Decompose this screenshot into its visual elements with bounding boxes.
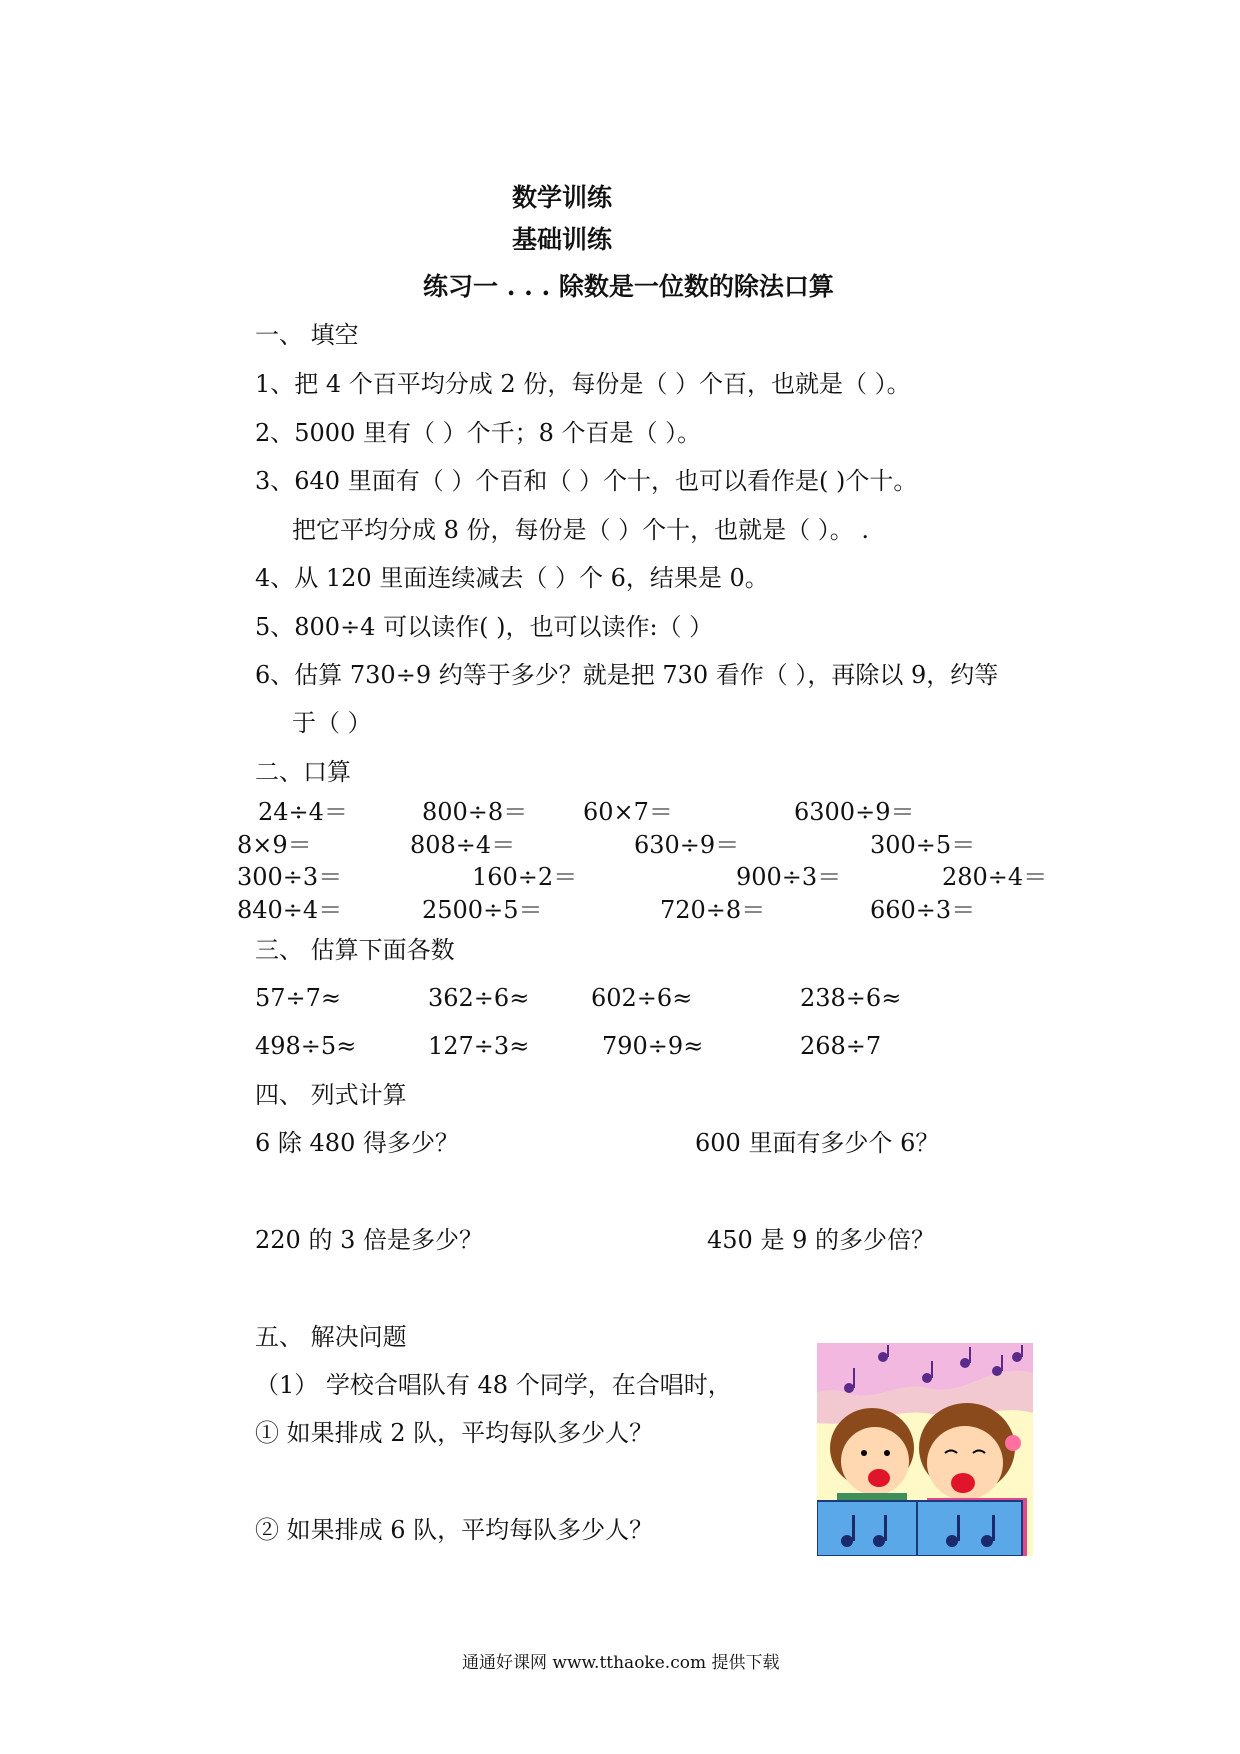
fill-question-3: 3、640 里面有（ ）个百和（ ）个十，也可以看作是( )个十。 [255,467,918,495]
section3-heading: 三、 估算下面各数 [255,936,455,964]
estimate-item: 790÷9≈ [602,1032,704,1060]
mental-math-item: 60×7＝ [583,798,673,826]
mental-math-item: 2500÷5＝ [422,896,543,924]
fill-question-6-cont: 于（ ） [292,709,372,737]
problem-sub-2: ② 如果排成 6 队，平均每队多少人？ [255,1516,654,1544]
mental-math-item: 900÷3＝ [736,863,842,891]
lesson-title: 练习一 . . . 除数是一位数的除法口算 [423,272,834,301]
estimate-item: 268÷7 [800,1032,882,1060]
problem-sub-1: ① 如果排成 2 队，平均每队多少人？ [255,1419,654,1447]
mental-math-item: 720÷8＝ [660,896,766,924]
choir-children-illustration [817,1343,1033,1556]
section5-heading: 五、 解决问题 [255,1323,407,1351]
fill-question-5: 5、800÷4 可以读作( )，也可以读作:（ ） [255,613,714,641]
fill-question-6: 6、估算 730÷9 约等于多少？就是把 730 看作（ ），再除以 9，约等 [255,661,999,689]
footer-text: 通通好课网 www.tthaoke.com 提供下载 [462,1653,780,1673]
estimate-item: 57÷7≈ [255,984,342,1012]
problem-statement: （1） 学校合唱队有 48 个同学，在合唱时， [255,1371,732,1399]
fill-question-4: 4、从 120 里面连续减去（ ）个 6，结果是 0。 [255,564,769,592]
mental-math-item: 160÷2＝ [472,863,578,891]
mental-math-item: 280÷4＝ [942,863,1048,891]
estimate-item: 362÷6≈ [428,984,530,1012]
estimate-item: 127÷3≈ [428,1032,530,1060]
mental-math-item: 8×9＝ [237,831,312,859]
calc-question: 6 除 480 得多少？ [255,1129,459,1157]
estimate-item: 498÷5≈ [255,1032,357,1060]
mental-math-item: 808÷4＝ [410,831,516,859]
calc-question: 600 里面有多少个 6？ [695,1129,940,1157]
songbook-icon [817,1501,1022,1556]
mental-math-item: 660÷3＝ [870,896,976,924]
calc-question: 220 的 3 倍是多少？ [255,1226,483,1254]
mental-math-item: 300÷3＝ [237,863,343,891]
fill-question-3-cont: 把它平均分成 8 份，每份是（ ）个十，也就是（ ）。 . [292,516,870,544]
mental-math-item: 6300÷9＝ [794,798,915,826]
mental-math-item: 840÷4＝ [237,896,343,924]
section1-heading: 一、 填空 [255,321,359,349]
mental-math-item: 24÷4＝ [258,798,348,826]
calc-question: 450 是 9 的多少倍？ [707,1226,935,1254]
fill-question-1: 1、把 4 个百平均分成 2 份，每份是（ ）个百，也就是（ ）。 [255,370,911,398]
section4-heading: 四、 列式计算 [255,1081,407,1109]
mental-math-item: 630÷9＝ [634,831,740,859]
estimate-item: 602÷6≈ [591,984,693,1012]
estimate-item: 238÷6≈ [800,984,902,1012]
page-subtitle: 基础训练 [512,225,613,254]
page-title: 数学训练 [512,183,613,212]
mental-math-item: 300÷5＝ [870,831,976,859]
fill-question-2: 2、5000 里有（ ）个千；8 个百是（ ）。 [255,419,702,447]
section2-heading: 二、口算 [255,758,351,786]
mental-math-item: 800÷8＝ [422,798,528,826]
